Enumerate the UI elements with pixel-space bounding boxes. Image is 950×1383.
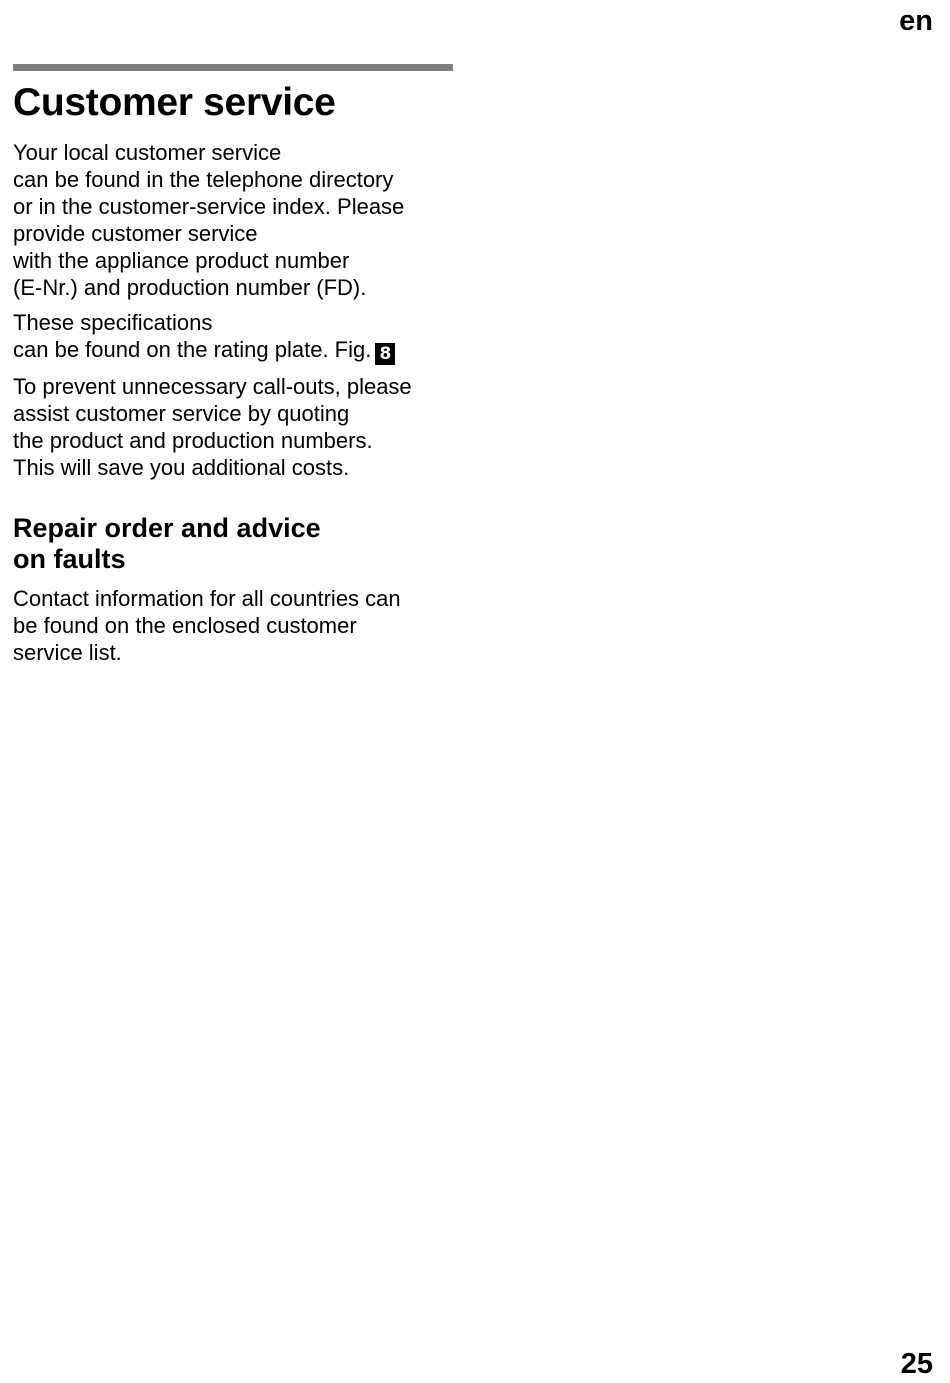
section-divider-rule (13, 64, 453, 71)
text-line: the product and production numbers. (13, 428, 373, 453)
heading-line: on faults (13, 544, 126, 574)
text-line: (E-Nr.) and production number (FD). (13, 275, 367, 300)
text-line: assist customer service by quoting (13, 401, 350, 426)
text-line: can be found in the telephone directory (13, 167, 394, 192)
language-tag: en (899, 5, 933, 37)
text-line (13, 336, 453, 365)
section-heading-repair (13, 513, 453, 575)
text-line: Your local customer service (13, 140, 282, 165)
text-line: To prevent unnecessary call-outs, please (13, 374, 412, 399)
text-line: with the appliance product number (13, 248, 350, 273)
page-number: 25 (900, 1348, 933, 1380)
text-line: service list. (13, 640, 122, 665)
intro-paragraph (13, 139, 453, 301)
callout-paragraph (13, 373, 453, 481)
contact-paragraph (13, 585, 453, 666)
text-line: These specifications (13, 310, 213, 335)
page-title: Customer service (13, 81, 336, 124)
text-line: This will save you additional costs. (13, 455, 350, 480)
heading-line: Repair order and advice (13, 513, 321, 543)
text-line: Contact information for all countries can (13, 586, 401, 611)
specifications-paragraph (13, 309, 453, 365)
text-line-content: can be found on the rating plate. Fig. (13, 337, 372, 362)
text-line: provide customer service (13, 221, 258, 246)
figure-reference-badge: 8 (375, 343, 395, 365)
text-line: or in the customer-service index. Please (13, 194, 405, 219)
content-column (13, 80, 453, 666)
text-line: be found on the enclosed customer (13, 613, 357, 638)
